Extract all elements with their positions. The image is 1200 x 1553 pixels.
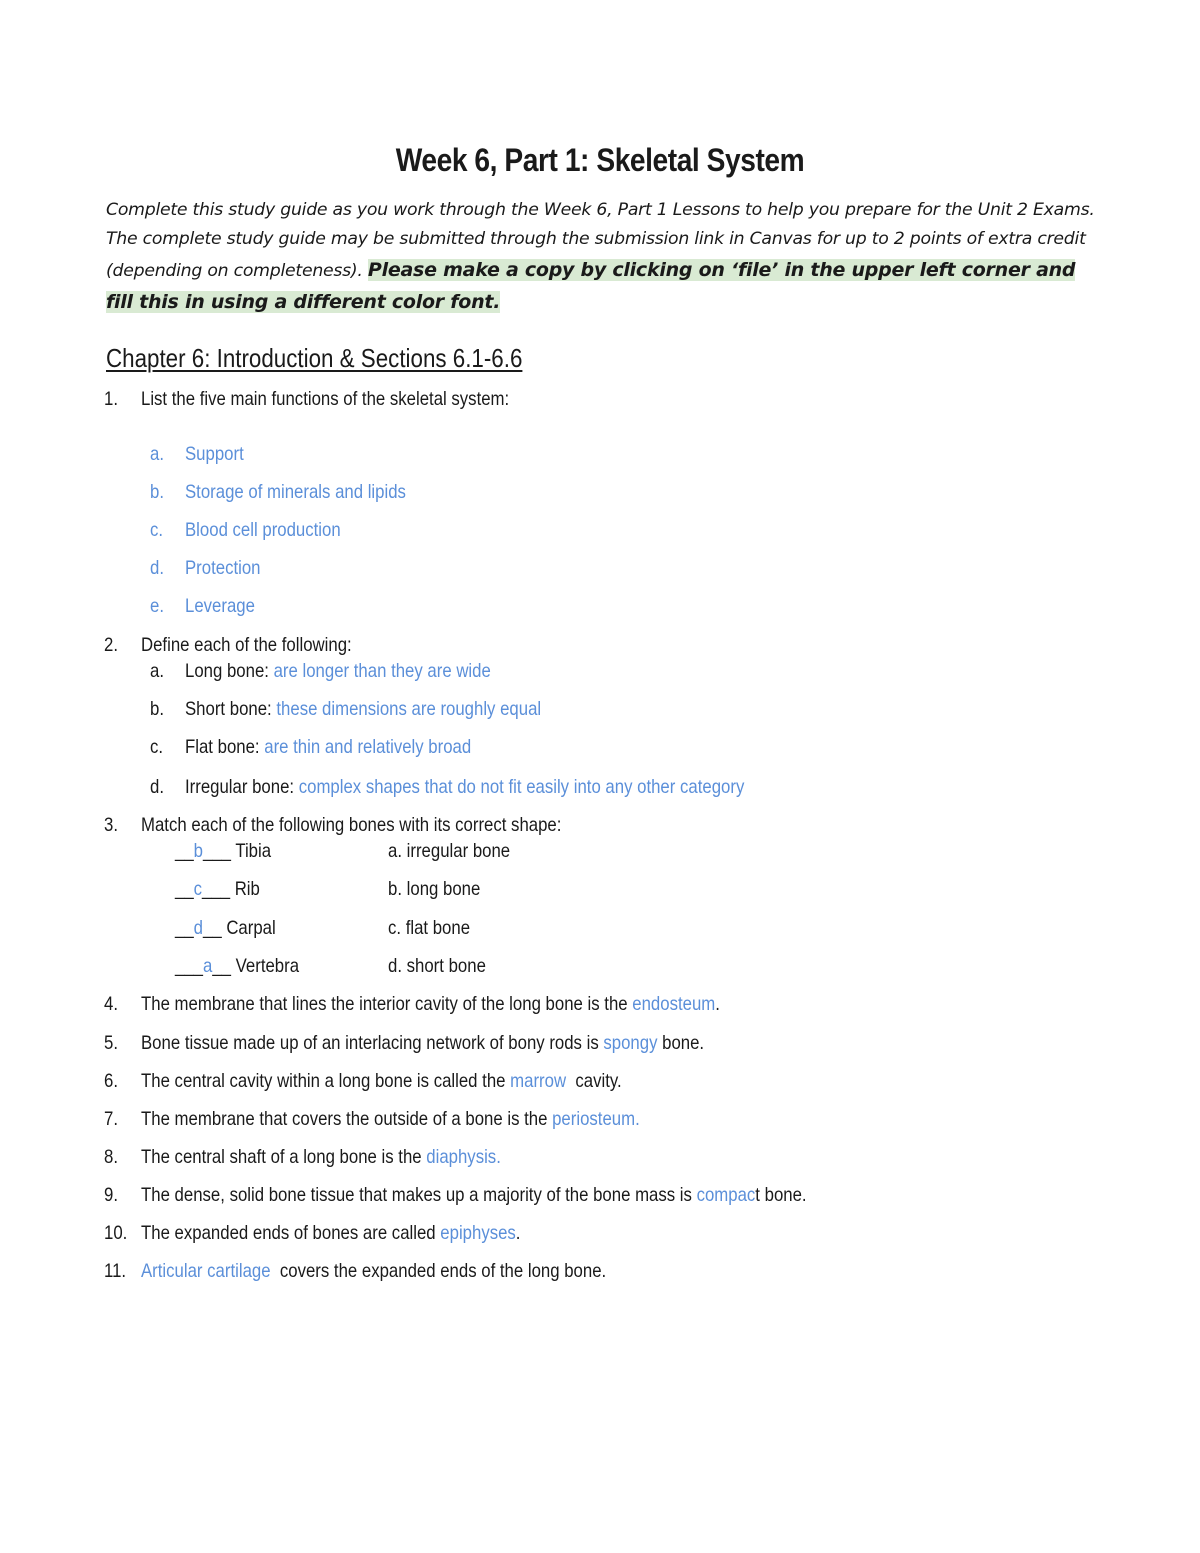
q2-number: 2. <box>104 634 118 656</box>
fill-number: 8. <box>104 1146 118 1168</box>
q3-option: b. long bone <box>388 878 481 900</box>
fill-sentence <box>141 1183 807 1207</box>
fill-number: 6. <box>104 1070 118 1092</box>
q2-item-answer: complex shapes that do not fit easily into any other category <box>298 776 745 798</box>
fill-answer: epiphyses <box>440 1222 516 1244</box>
fill-number: 10. <box>104 1222 128 1244</box>
fill-before: The expanded ends of bones are called <box>141 1222 441 1244</box>
q2-item-answer: are thin and relatively broad <box>264 736 472 758</box>
fill-number: 9. <box>104 1184 118 1206</box>
fill-sentence <box>141 992 720 1016</box>
fill-sentence <box>141 1107 640 1131</box>
q1-answer-letter: b. <box>150 481 164 503</box>
fill-answer: spongy <box>603 1032 658 1054</box>
q3-match-row <box>175 916 276 940</box>
fill-before: The central shaft of a long bone is the <box>141 1146 427 1168</box>
q2-item-letter: c. <box>150 736 164 758</box>
q2-item-letter: a. <box>150 660 164 682</box>
fill-after: covers the expanded ends of the long bone. <box>270 1260 607 1282</box>
fill-number: 7. <box>104 1108 118 1130</box>
q3-bone: ___ Tibia <box>203 840 272 862</box>
q1-answer-letter: e. <box>150 595 164 617</box>
q3-answer: a <box>202 955 213 977</box>
q2-item-answer: are longer than they are wide <box>273 660 491 682</box>
q3-number: 3. <box>104 814 118 836</box>
q2-item <box>185 659 491 683</box>
q3-bone: __ Vertebra <box>212 955 300 977</box>
intro-text: Complete this study guide as you work through the Week 6, Part 1 Lessons to help you prepare for the Unit 2 Exams. The complete study guide may be submitted through the submission link in Canvas for up to 2 points of extra credit (depending on completeness). <box>106 200 1095 281</box>
q3-blank: __ <box>175 917 194 939</box>
q1-answer-letter: d. <box>150 557 164 579</box>
q2-item-label: Long bone: <box>185 660 274 682</box>
q3-blank: ___ <box>175 955 203 977</box>
q3-text: Match each of the following bones with its correct shape: <box>141 814 562 836</box>
q2-item-label: Flat bone: <box>185 736 265 758</box>
q3-option: c. flat bone <box>388 917 471 939</box>
fill-before: The membrane that lines the interior cavity of the long bone is the <box>141 993 633 1015</box>
fill-answer: compac <box>696 1184 756 1206</box>
fill-number: 5. <box>104 1032 118 1054</box>
fill-sentence <box>141 1069 622 1093</box>
fill-answer: diaphysis. <box>426 1146 501 1168</box>
fill-after: bone. <box>657 1032 705 1054</box>
fill-number: 11. <box>104 1260 127 1282</box>
q3-answer: d <box>193 917 204 939</box>
fill-sentence <box>141 1031 704 1055</box>
q2-text: Define each of the following: <box>141 634 352 656</box>
q3-option: a. irregular bone <box>388 840 511 862</box>
q3-option: d. short bone <box>388 955 486 977</box>
q1-answer: Leverage <box>185 595 255 617</box>
q1-number: 1. <box>104 388 118 410</box>
q2-item-label: Short bone: <box>185 698 277 720</box>
fill-answer: periosteum. <box>552 1108 640 1130</box>
q3-match-row <box>175 954 299 978</box>
q3-blank: __ <box>175 878 194 900</box>
q1-answer-letter: c. <box>150 519 164 541</box>
q2-item-letter: b. <box>150 698 164 720</box>
q3-bone: ___ Rib <box>202 878 260 900</box>
q2-item <box>185 735 471 759</box>
page-title: Week 6, Part 1: Skeletal System <box>395 142 805 178</box>
fill-after: t bone. <box>755 1184 807 1206</box>
q1-answer-letter: a. <box>150 443 164 465</box>
fill-answer: Articular cartilage <box>141 1260 271 1282</box>
fill-after: cavity. <box>566 1070 622 1092</box>
fill-answer: endosteum <box>632 993 716 1015</box>
fill-answer: marrow <box>510 1070 567 1092</box>
q2-item-label: Irregular bone: <box>185 776 299 798</box>
q3-answer: c <box>193 878 203 900</box>
fill-before: The dense, solid bone tissue that makes up a majority of the bone mass is <box>141 1184 697 1206</box>
fill-sentence <box>141 1259 606 1283</box>
q2-item-answer: these dimensions are roughly equal <box>276 698 542 720</box>
q2-item-letter: d. <box>150 776 164 798</box>
fill-number: 4. <box>104 993 118 1015</box>
q3-blank: __ <box>175 840 194 862</box>
q3-bone: __ Carpal <box>203 917 276 939</box>
q3-answer: b <box>193 840 204 862</box>
q3-match-row <box>175 877 260 901</box>
fill-before: Bone tissue made up of an interlacing network of bony rods is <box>141 1032 604 1054</box>
intro-paragraph <box>106 196 1096 318</box>
fill-after: . <box>515 1222 521 1244</box>
q1-answer: Protection <box>185 557 261 579</box>
q1-text: List the five main functions of the skeletal system: <box>141 388 510 410</box>
intro-highlight: Please make a copy by clicking on ‘file’ in the upper left corner and fill this in using a different color font. <box>106 259 1076 313</box>
fill-sentence <box>141 1145 501 1169</box>
q2-item <box>185 775 744 799</box>
fill-before: The membrane that covers the outside of a bone is the <box>141 1108 553 1130</box>
q1-answer: Blood cell production <box>185 519 341 541</box>
chapter-heading: Chapter 6: Introduction & Sections 6.1-6.6 <box>106 343 523 373</box>
fill-before: The central cavity within a long bone is called the <box>141 1070 511 1092</box>
q1-answer: Support <box>185 443 244 465</box>
fill-after: . <box>715 993 720 1015</box>
q3-match-row <box>175 839 271 863</box>
q1-answer: Storage of minerals and lipids <box>185 481 406 503</box>
q2-item <box>185 697 541 721</box>
fill-sentence <box>141 1221 520 1245</box>
